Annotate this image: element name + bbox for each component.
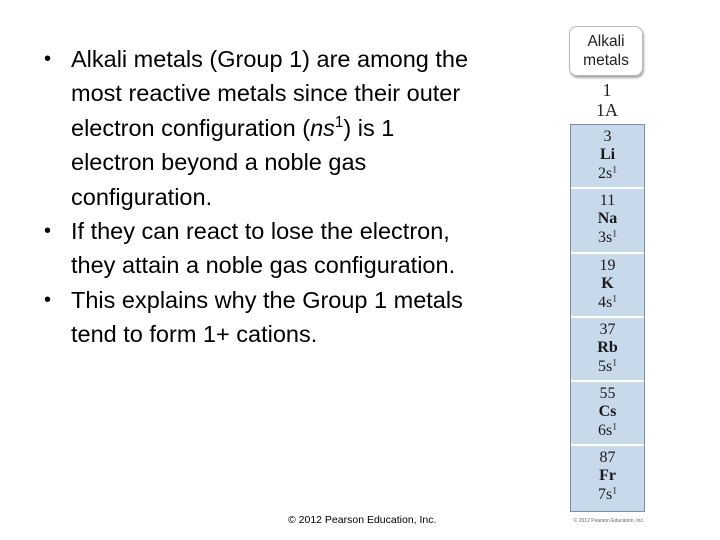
group-1-column — [570, 124, 645, 512]
label-line-2: metals — [583, 52, 629, 69]
bullet-list — [44, 42, 484, 352]
element-symbol: Na — [597, 210, 618, 228]
atomic-number: 37 — [599, 320, 616, 338]
atomic-number: 87 — [599, 449, 616, 467]
atomic-number: 19 — [599, 256, 616, 274]
element-symbol: Rb — [597, 338, 618, 356]
element-cell-li — [571, 125, 644, 189]
figure-credit: © 2012 Pearson Education, Inc. — [573, 518, 645, 524]
group-number: 1 — [602, 80, 612, 100]
label-line-1: Alkali — [587, 33, 625, 50]
electron-config: $4s^1$ — [597, 292, 618, 311]
element-cell-na — [571, 189, 644, 253]
bullet-text: If they can react to lose the electron, they attain a noble gas configuration. — [71, 218, 456, 279]
element-symbol: K — [601, 274, 614, 292]
element-symbol: Fr — [599, 467, 616, 485]
bullet-item — [44, 283, 484, 352]
bullet-item — [44, 214, 484, 283]
alkali-metals-label — [569, 26, 643, 76]
bullet-text: This explains why the Group 1 metals tend to form 1+ cations. — [71, 286, 463, 348]
bullet-text-end: ) is 1 electron beyond a noble gas configuration. — [71, 114, 395, 210]
electron-config: $2s^1$ — [597, 164, 618, 182]
bullet-item — [44, 42, 484, 214]
atomic-number: 3 — [603, 128, 612, 145]
electron-config: $5s^1$ — [597, 357, 618, 375]
element-cell-cs — [571, 382, 644, 446]
element-cell-rb — [571, 318, 644, 382]
element-cell-fr — [571, 446, 644, 510]
bullet-text: Alkali metals (Group 1) are among the most reactive metals since their outer electron configuration ( — [71, 46, 469, 141]
atomic-number: 11 — [599, 192, 616, 210]
atomic-number: 55 — [599, 385, 616, 403]
bullet-superscript: 1 — [334, 113, 344, 131]
element-symbol: Cs — [598, 403, 617, 421]
bullet-italic: ns — [310, 114, 335, 141]
electron-config: $3s^1$ — [597, 228, 618, 247]
element-symbol: Li — [599, 146, 616, 163]
electron-config: $7s^1$ — [597, 485, 618, 504]
electron-config: $6s^1$ — [597, 421, 618, 440]
copyright-notice: © 2012 Pearson Education, Inc. — [288, 514, 437, 526]
element-cell-k — [571, 254, 644, 318]
group-label: 1A — [596, 100, 618, 120]
